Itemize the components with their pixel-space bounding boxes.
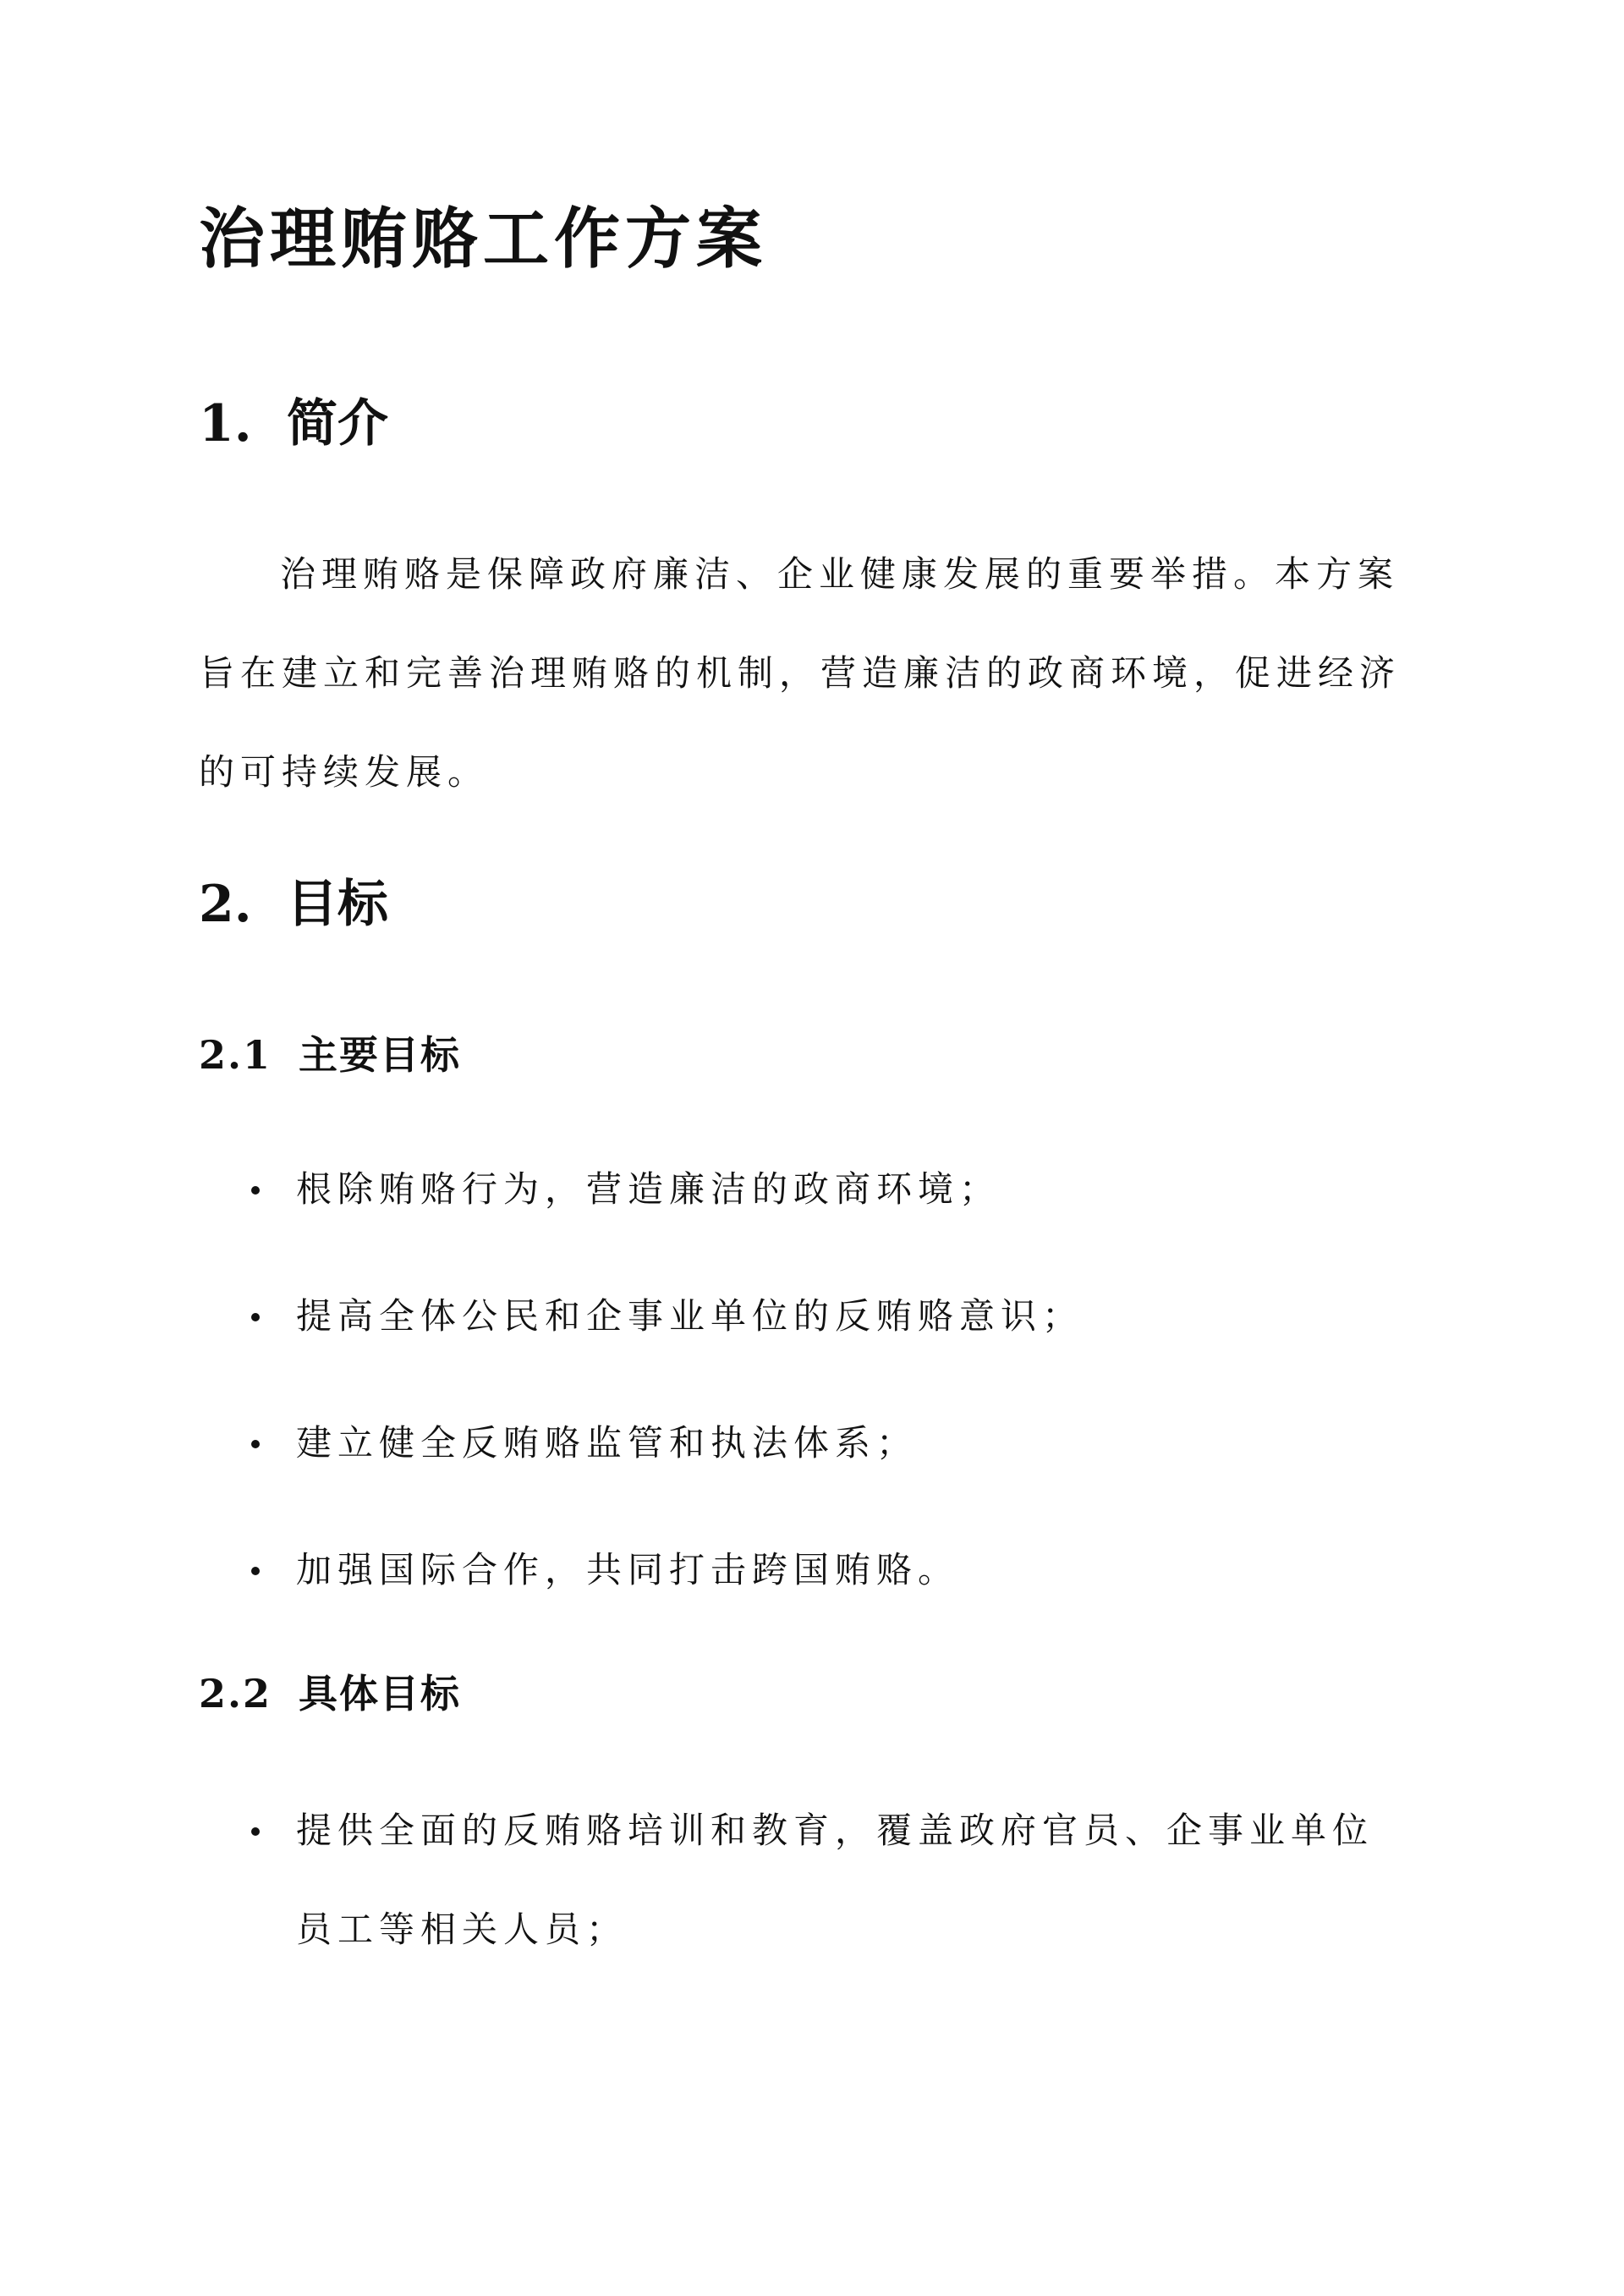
list-item [199,1266,1425,1365]
section-title: 目标 [287,875,388,934]
bullet-icon [251,1186,260,1195]
section-heading-intro [199,393,388,454]
list-item [199,1393,1425,1492]
list-item-text: 根除贿赂行为，营造廉洁的政商环境； [296,1168,1001,1210]
bullet-icon [251,1313,260,1321]
section-title: 简介 [287,394,388,453]
subsection-heading-specific-goals [199,1671,461,1717]
list-item-text: 员工等相关人员； [296,1909,628,1950]
bullet-icon [251,1440,260,1448]
subsection-title: 主要目标 [299,1032,461,1078]
list-item [199,1781,1425,1979]
list-item-text: 提供全面的反贿赂培训和教育，覆盖政府官员、企事业单位 [296,1810,1374,1851]
subsection-title: 具体目标 [299,1671,461,1717]
section-heading-goals [199,874,388,935]
list-item [199,1140,1425,1239]
list-item-text: 提高全体公民和企事业单位的反贿赂意识； [296,1295,1084,1337]
paragraph-line: 旨在建立和完善治理贿赂的机制，营造廉洁的政商环境，促进经济 [199,652,1402,694]
bullet-icon [251,1827,260,1836]
list-item-text: 建立健全反贿赂监管和执法体系； [296,1422,919,1464]
bullet-icon [251,1567,260,1575]
subsection-number: 2.2 [199,1671,272,1717]
list-item-text: 加强国际合作，共同打击跨国贿赂。 [296,1549,960,1590]
paragraph-line: 的可持续发展。 [199,751,490,793]
section-number: 2. [199,875,252,934]
subsection-number: 2.1 [199,1032,272,1078]
document-title: 治理贿赂工作方案 [199,200,768,277]
list-item [199,1520,1425,1619]
section-number: 1. [199,394,252,453]
subsection-heading-main-goals [199,1032,461,1079]
paragraph-line: 治理贿赂是保障政府廉洁、企业健康发展的重要举措。本方案 [280,553,1400,595]
intro-paragraph [199,525,1425,821]
